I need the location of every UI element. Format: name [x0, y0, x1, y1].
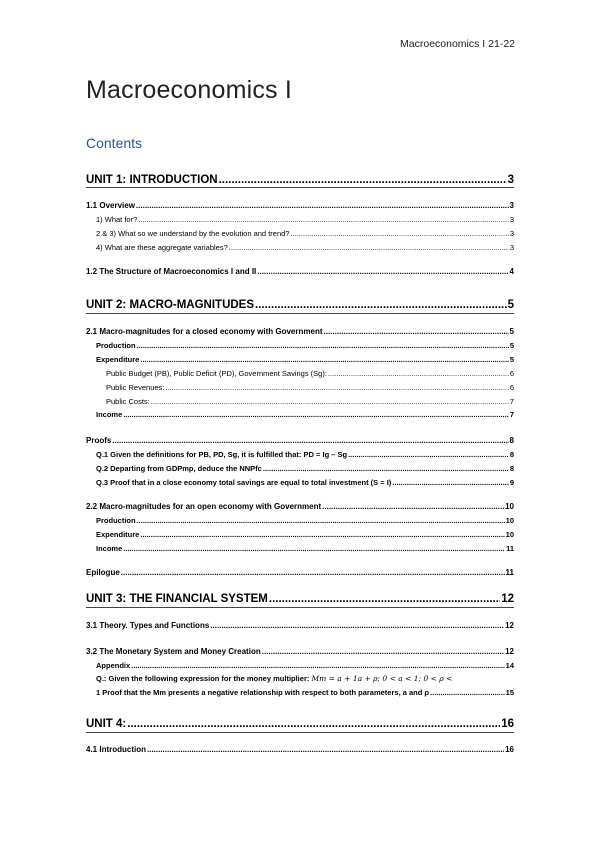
toc-entry[interactable]: Expenditure ..... 10 — [96, 530, 514, 539]
toc-entry[interactable]: Income ..... 11 — [96, 544, 514, 553]
toc-entry[interactable]: Income ..... 7 — [96, 410, 514, 419]
toc-entry[interactable]: Proofs ..... 8 — [86, 436, 514, 445]
unit2-rule — [86, 313, 514, 314]
toc-entry[interactable]: 2.2 Macro-magnitudes for an open economy with Government ..... 10 — [86, 502, 514, 511]
toc-entry-unit4[interactable]: UNIT 4: ..... 16 — [86, 718, 514, 730]
toc-entry[interactable]: Public Costs: ..... 7 — [106, 397, 514, 406]
toc-entry[interactable]: 1.2 The Structure of Macroeconomics I and II ..... 4 — [86, 267, 514, 276]
toc-entry[interactable]: Expenditure ..... 5 — [96, 355, 514, 364]
contents-heading: Contents — [86, 135, 143, 151]
toc-entry[interactable]: 1) What for? ..... 3 — [96, 215, 514, 224]
toc-entry[interactable]: Q.1 Given the definitions for PB, PD, Sg, it is fulfilled that: PD = Ig – Sg ..... 8 — [96, 450, 514, 459]
toc-entry[interactable]: 1.1 Overview ..... 3 — [86, 201, 514, 210]
toc-entry[interactable]: 4.1 Introduction ..... 16 — [86, 745, 514, 754]
toc-entry[interactable]: Appendix ..... 14 — [96, 661, 514, 670]
document-title: Macroeconomics I — [86, 76, 293, 104]
multiplier-equation: Mm = a + 1a + ρ; 0 < a < 1; 0 < ρ < — [311, 674, 453, 683]
toc-entry-unit3[interactable]: UNIT 3: THE FINANCIAL SYSTEM ..... 12 — [86, 593, 514, 605]
toc-entry[interactable]: Production ..... 10 — [96, 516, 514, 525]
toc-entry[interactable]: Q.2 Departing from GDPmp, deduce the NNPfc ..... 8 — [96, 464, 514, 473]
toc-entry[interactable]: 2.1 Macro-magnitudes for a closed economy with Government ..... 5 — [86, 327, 514, 336]
toc-entry[interactable]: Production ..... 5 — [96, 341, 514, 350]
unit3-rule — [86, 607, 514, 608]
toc-entry-unit1[interactable]: UNIT 1: INTRODUCTION ..... 3 — [86, 174, 514, 186]
toc-entry[interactable]: Public Revenues: ..... 6 — [106, 383, 514, 392]
toc-entry[interactable]: 3.1 Theory. Types and Functions ..... 12 — [86, 621, 514, 630]
toc-entry[interactable]: Public Budget (PB), Public Deficit (PD), Government Savings (Sg): ..... 6 — [106, 369, 514, 378]
toc-entry[interactable]: Q.3 Proof that in a close economy total savings are equal to total investment (S = I) ..... 9 — [96, 478, 514, 487]
toc-entry[interactable]: 2 & 3) What so we understand by the evolution and trend? ..... 3 — [96, 229, 514, 238]
toc-entry-money-multiplier[interactable]: Q.: Given the following expression for the money multiplier: Mm = a + 1a + ρ; 0 < a < 1; 0 < ρ < — [96, 674, 453, 683]
unit4-rule — [86, 732, 514, 733]
toc-entry[interactable]: 1 Proof that the Mm presents a negative relationship with respect to both parameters, a and ρ ..... 15 — [96, 688, 514, 697]
running-header: Macroeconomics I 21-22 — [400, 38, 515, 50]
toc-entry[interactable]: Epilogue ..... 11 — [86, 568, 514, 577]
toc-entry[interactable]: 3.2 The Monetary System and Money Creation ..... 12 — [86, 647, 514, 656]
toc-entry-unit2[interactable]: UNIT 2: MACRO-MAGNITUDES ..... 5 — [86, 299, 514, 311]
unit1-rule — [86, 187, 514, 188]
toc-entry[interactable]: 4) What are these aggregate variables? ..... 3 — [96, 243, 514, 252]
